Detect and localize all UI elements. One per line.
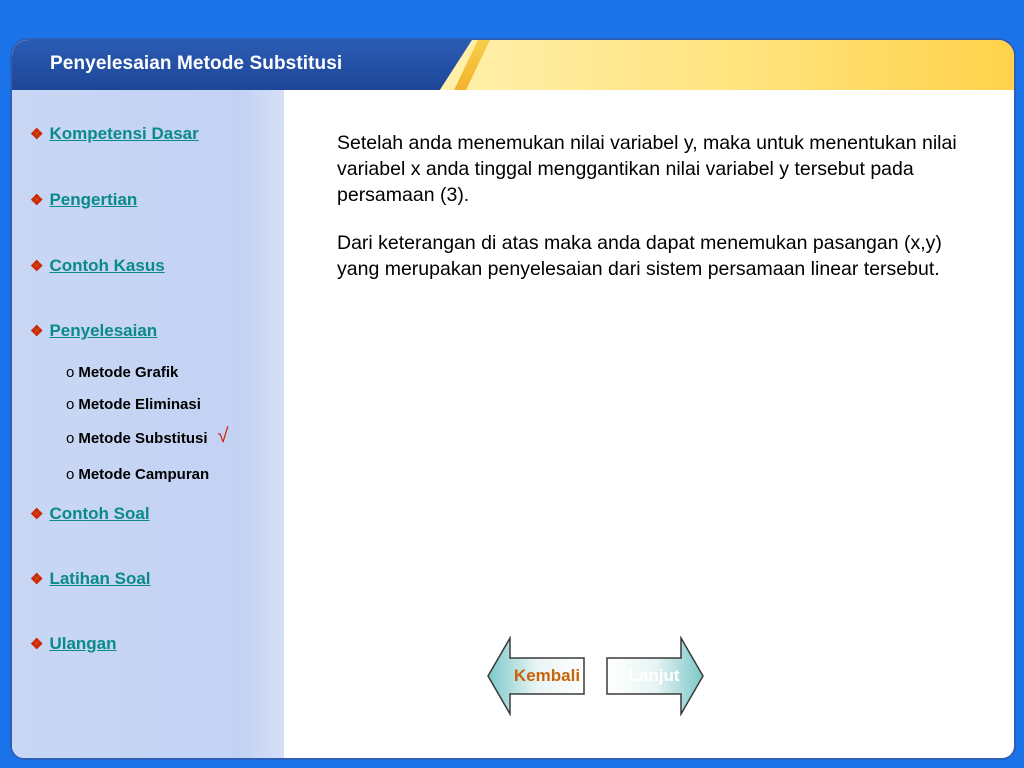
- sidebar-menu: [12, 90, 284, 760]
- content-paragraph-1: Setelah anda menemukan nilai variabel y, maka untuk menentukan nilai variabel x anda tinggal menggantikan nilai variabel y tersebut pada persamaan (3).: [337, 132, 957, 206]
- sub-item-label: Metode Campuran: [78, 466, 210, 483]
- sub-item-metode-substitusi: [66, 425, 229, 448]
- slide-frame: [10, 38, 1016, 760]
- sidebar-link-contoh-soal[interactable]: Contoh Soal: [49, 504, 150, 523]
- sidebar-item-latihan-soal[interactable]: [30, 569, 151, 589]
- diamond-bullet-icon: ❖: [30, 323, 44, 340]
- next-button[interactable]: [605, 636, 715, 716]
- sub-item-metode-grafik: [66, 364, 178, 381]
- content-paragraph-2: Dari keterangan di atas maka anda dapat menemukan pasangan (x,y) yang merupakan penyelesaian dari sistem persamaan linear tersebut.: [337, 232, 942, 280]
- sub-item-label: Metode Grafik: [78, 364, 179, 381]
- diamond-bullet-icon: ❖: [30, 506, 44, 523]
- sub-item-label: Metode Substitusi: [78, 430, 208, 447]
- sidebar-item-pengertian[interactable]: [30, 190, 137, 210]
- diamond-bullet-icon: ❖: [30, 192, 44, 209]
- main-content: [337, 130, 957, 304]
- sidebar-item-penyelesaian[interactable]: [30, 321, 157, 341]
- sidebar-item-contoh-soal[interactable]: [30, 504, 150, 524]
- sidebar-link-latihan-soal[interactable]: Latihan Soal: [49, 569, 151, 588]
- sub-item-label: Metode Eliminasi: [78, 396, 201, 413]
- diamond-bullet-icon: ❖: [30, 571, 44, 588]
- sidebar-link-contoh-kasus[interactable]: Contoh Kasus: [49, 256, 165, 275]
- circle-bullet-icon: o: [66, 396, 75, 413]
- sidebar-item-contoh-kasus[interactable]: [30, 256, 165, 276]
- sub-item-metode-eliminasi: [66, 396, 201, 413]
- circle-bullet-icon: o: [66, 466, 75, 483]
- sidebar-link-ulangan[interactable]: Ulangan: [49, 634, 117, 653]
- circle-bullet-icon: o: [66, 430, 75, 447]
- circle-bullet-icon: o: [66, 364, 75, 381]
- diamond-bullet-icon: ❖: [30, 636, 44, 653]
- title-bar: [12, 40, 1014, 90]
- page-title: Penyelesaian Metode Substitusi: [50, 53, 343, 74]
- next-button-label: Lanjut: [628, 666, 680, 685]
- diamond-bullet-icon: ❖: [30, 258, 44, 275]
- sidebar-item-kompetensi-dasar[interactable]: [30, 124, 199, 144]
- sub-item-metode-campuran: [66, 466, 209, 483]
- sidebar-link-pengertian[interactable]: Pengertian: [49, 190, 138, 209]
- diamond-bullet-icon: ❖: [30, 126, 44, 143]
- back-button-label: Kembali: [513, 666, 581, 685]
- sidebar-link-penyelesaian[interactable]: Penyelesaian: [49, 321, 158, 340]
- sidebar-item-ulangan[interactable]: [30, 634, 117, 654]
- current-check-icon: √: [217, 425, 229, 447]
- sidebar-link-kompetensi-dasar[interactable]: Kompetensi Dasar: [49, 124, 199, 143]
- back-button[interactable]: [486, 636, 596, 716]
